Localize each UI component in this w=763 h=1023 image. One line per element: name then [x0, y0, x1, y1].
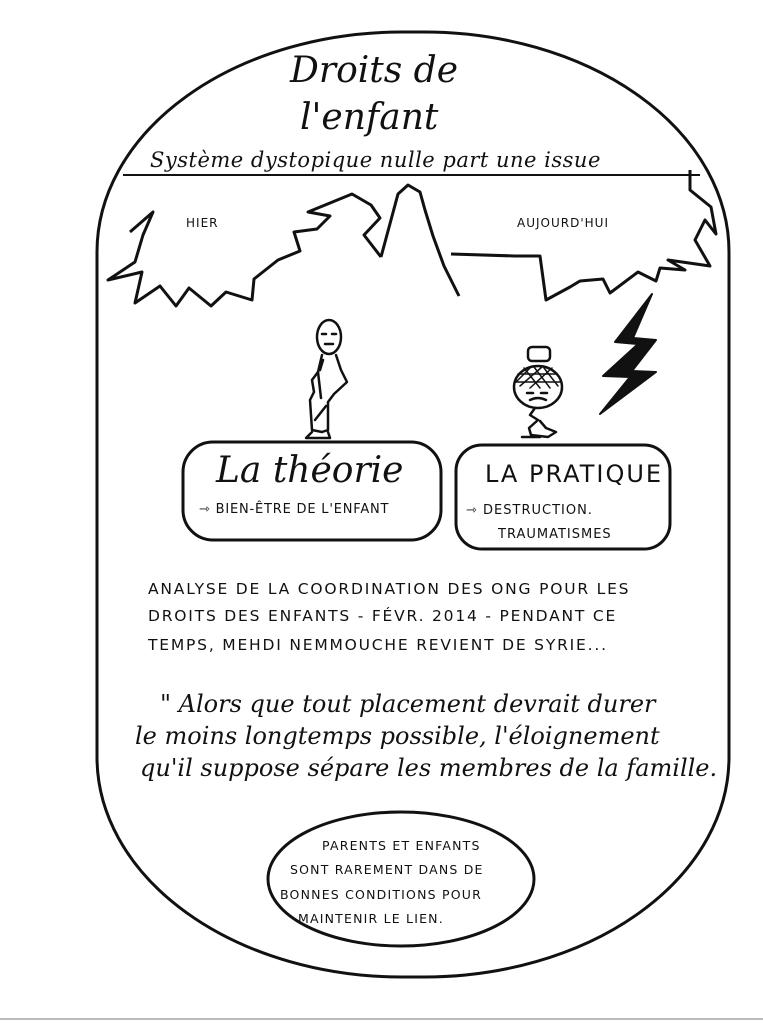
- label-aujourdhui: AUJOURD'HUI: [517, 216, 609, 230]
- bubble-line-2: SONT RAREMENT DANS DE: [290, 862, 484, 877]
- practice-subtitle-2: TRAUMATISMES: [498, 527, 612, 542]
- central-spike: [381, 185, 459, 296]
- quote-line-2: le moins longtemps possible, l'éloignement: [135, 722, 660, 750]
- paragraph-line-2: DROITS DES ENFANTS - FÉVR. 2014 - PENDANT CE: [148, 607, 618, 625]
- label-hier: HIER: [186, 216, 219, 230]
- practice-figure: [514, 347, 562, 437]
- subtitle: Système dystopique nulle part une issue: [150, 148, 601, 172]
- theory-title: La théorie: [216, 450, 404, 491]
- practice-subtitle-1: ⇾ DESTRUCTION.: [466, 503, 593, 518]
- bubble-line-4: MAINTENIR LE LIEN.: [298, 911, 444, 926]
- paragraph-line-1: ANALYSE DE LA COORDINATION DES ONG POUR LES: [148, 580, 631, 598]
- title-line-1: Droits de: [290, 50, 458, 91]
- bubble-line-3: BONNES CONDITIONS POUR: [280, 887, 482, 902]
- left-explosion-outline: [108, 194, 381, 306]
- lightning-bolt-icon: [600, 294, 656, 414]
- right-explosion-outline: [451, 170, 716, 300]
- title-line-2: l'enfant: [300, 97, 439, 138]
- quote-line-1: " Alors que tout placement devrait durer: [160, 690, 656, 718]
- paragraph-line-3: TEMPS, MEHDI NEMMOUCHE REVIENT DE SYRIE...: [148, 636, 608, 654]
- quote-line-3: qu'il suppose sépare les membres de la famille.: [140, 754, 718, 782]
- bubble-line-1: PARENTS ET ENFANTS: [322, 838, 481, 853]
- main-frame: [97, 32, 729, 977]
- theory-figure: [306, 320, 347, 438]
- practice-title: LA PRATIQUE: [485, 460, 664, 488]
- theory-subtitle: ⇾ BIEN-ÊTRE DE L'ENFANT: [199, 502, 390, 517]
